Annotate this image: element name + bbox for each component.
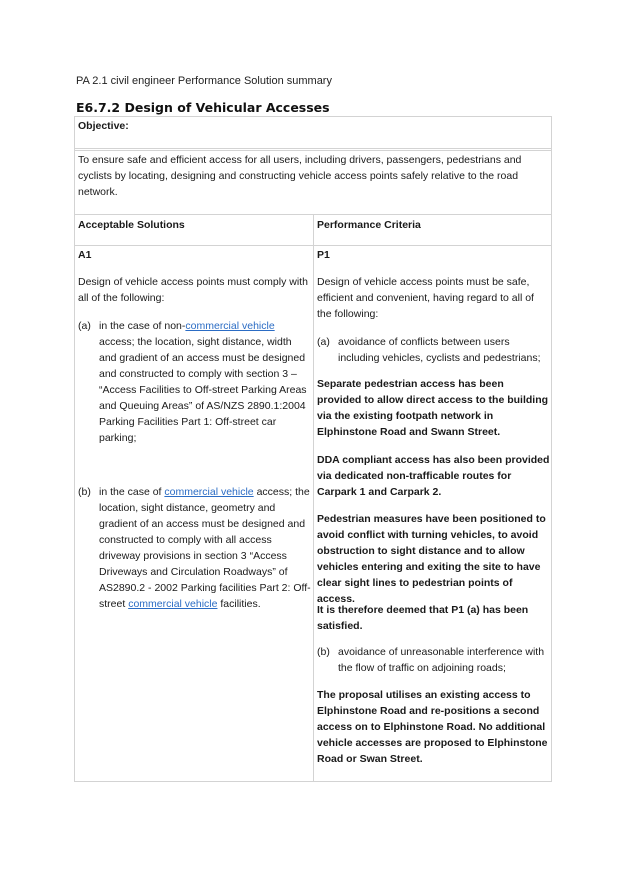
table-divider	[75, 245, 551, 246]
commercial-vehicle-link[interactable]: commercial vehicle	[128, 598, 218, 610]
text-fragment: access; the location, sight distance, geometry and gradient of an access must be designed and constructed to comply with all access driveway provisions in section 3 “Access Driveways and Circulation Roadways” of AS2890.2 - 2002 Parking facilities Part 2: Off-street	[99, 486, 311, 610]
p1-paragraph: DDA compliant access has also been provided via dedicated non-trafficable routes for Carpark 1 and Carpark 2.	[317, 454, 550, 498]
list-body: avoidance of conflicts between users including vehicles, cyclists and pedestrians;	[338, 336, 541, 364]
p1-paragraph: It is therefore deemed that P1 (a) has been satisfied.	[317, 604, 529, 632]
text-fragment: access; the location, sight distance, width and gradient of an access must be designed and constructed to comply with section 3 – “Access Facilities to Off-street Parking Areas and Queuing Areas” of AS/NZS 2890.1:2004 Parking Facilities Part 1: Off-street car parking;	[99, 336, 307, 444]
page-header: PA 2.1 civil engineer Performance Solution summary	[76, 75, 332, 87]
section-title: E6.7.2 Design of Vehicular Accesses	[76, 100, 330, 115]
commercial-vehicle-link[interactable]: commercial vehicle	[185, 320, 275, 332]
list-marker: (a)	[317, 336, 330, 348]
table-divider	[75, 150, 551, 151]
p1-paragraph: Pedestrian measures have been positioned to avoid conflict with turning vehicles, to avoid obstruction to sight distance and to allow vehicles entering and exiting the site to have clear sight lines to pedestrian points of access.	[317, 513, 546, 605]
column-divider	[313, 214, 314, 781]
a1-code: A1	[78, 249, 92, 261]
p1-code: P1	[317, 249, 330, 261]
commercial-vehicle-link[interactable]: commercial vehicle	[164, 486, 254, 498]
criteria-table	[74, 116, 552, 782]
table-divider	[75, 148, 551, 149]
p1-paragraph: Separate pedestrian access has been provided to allow direct access to the building via the existing footpath network in Elphinstone Road and Swann Street.	[317, 378, 549, 438]
performance-criteria-header: Performance Criteria	[317, 219, 421, 231]
text-fragment: in the case of	[99, 486, 165, 498]
acceptable-solutions-header: Acceptable Solutions	[78, 219, 185, 231]
list-marker: (b)	[317, 646, 330, 658]
a1-intro: Design of vehicle access points must comply with all of the following:	[78, 276, 308, 304]
list-marker: (b)	[78, 486, 91, 498]
list-body	[99, 484, 311, 612]
text-fragment: facilities.	[217, 598, 261, 610]
p1-paragraph: The proposal utilises an existing access to Elphinstone Road and re-positions a second access on to Elphinstone Road. No additional vehicle accesses are proposed to Elphinstone Road or Swan Street.	[317, 689, 548, 765]
list-body	[99, 318, 311, 446]
list-body: avoidance of unreasonable interference with the flow of traffic on adjoining roads;	[338, 646, 545, 674]
text-fragment: in the case of non-	[99, 320, 186, 332]
objective-text: To ensure safe and efficient access for all users, including drivers, passengers, pedestrians and cyclists by locating, designing and constructing vehicle access points safely relative to the road network.	[78, 154, 522, 198]
p1-intro: Design of vehicle access points must be safe, efficient and convenient, having regard to all of the following:	[317, 276, 534, 320]
list-marker: (a)	[78, 320, 91, 332]
objective-label: Objective:	[78, 120, 129, 132]
